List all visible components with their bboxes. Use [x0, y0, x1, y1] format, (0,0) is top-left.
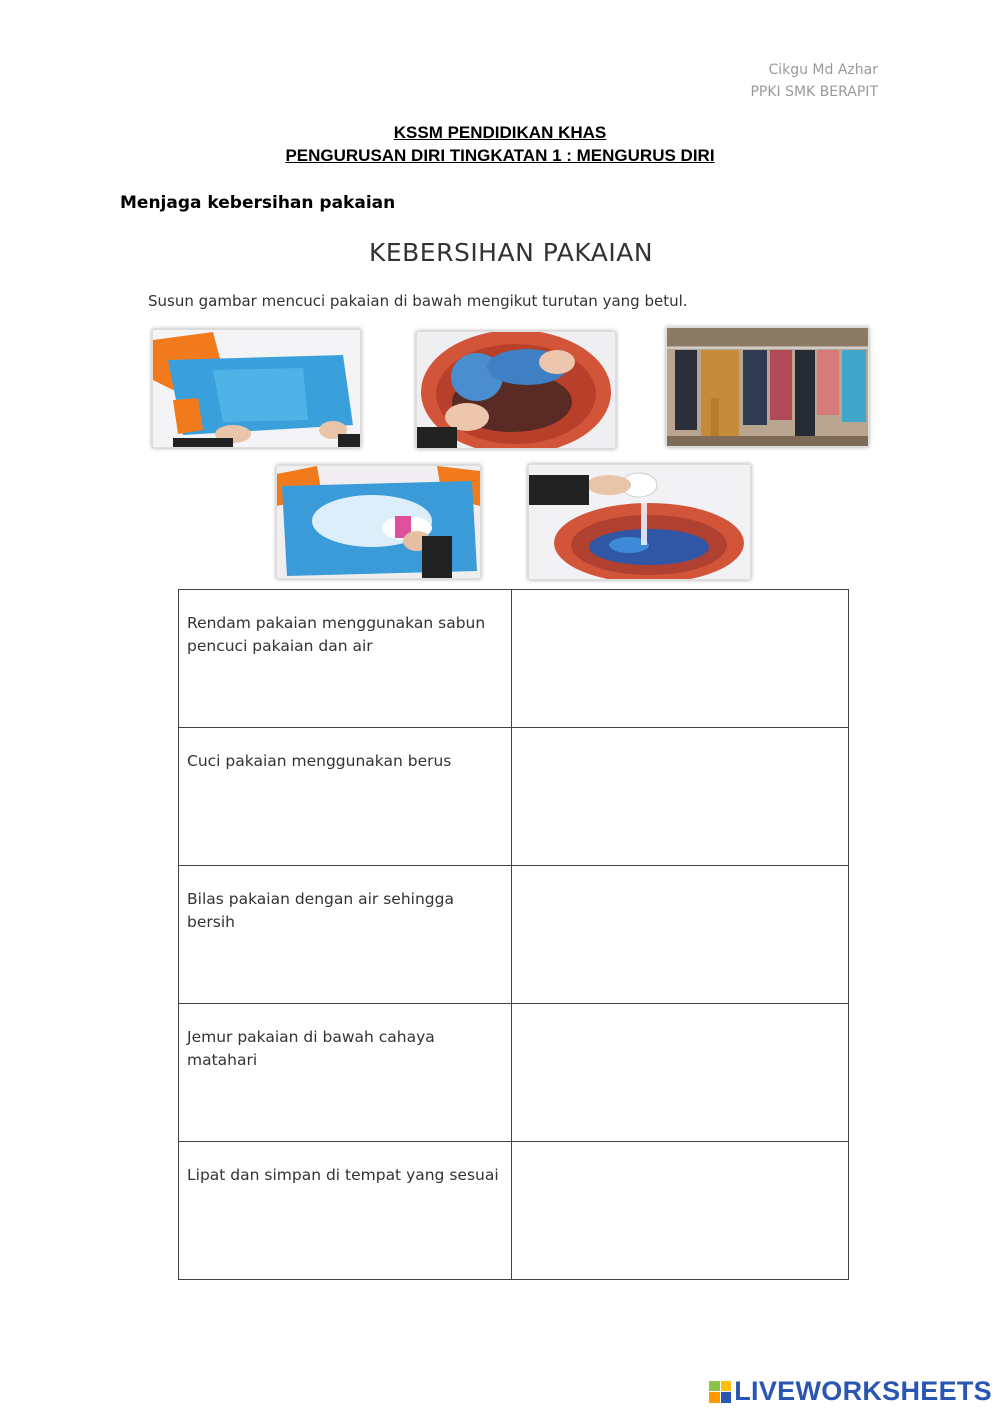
- step-label: Bilas pakaian dengan air sehingga bersih: [179, 866, 512, 1004]
- table-row: [179, 728, 849, 866]
- table-row: [179, 590, 849, 728]
- brushing-shirt-photo[interactable]: [276, 465, 481, 579]
- worksheet-title: KEBERSIHAN PAKAIAN: [368, 238, 654, 267]
- step-label: Lipat dan simpan di tempat yang sesuai: [179, 1142, 512, 1280]
- liveworksheets-logo-text: LIVEWORKSHEETS: [734, 1376, 992, 1406]
- worksheet-instruction: Susun gambar mencuci pakaian di bawah mengikut turutan yang betul.: [148, 292, 688, 310]
- step-label: Cuci pakaian menggunakan berus: [179, 728, 512, 866]
- liveworksheets-mark-icon: [709, 1381, 731, 1403]
- page-title-line1: KSSM PENDIDIKAN KHAS: [393, 123, 607, 142]
- table-row: [179, 1004, 849, 1142]
- table-row: [179, 866, 849, 1004]
- soaking-detergent-basin-photo[interactable]: [528, 464, 751, 580]
- clothes-hanging-rack-photo[interactable]: [666, 327, 869, 447]
- folding-clothes-photo[interactable]: [152, 329, 361, 448]
- table-row: [179, 1142, 849, 1280]
- page-title-line2: PENGURUSAN DIRI TINGKATAN 1 : MENGURUS DIRI: [285, 146, 715, 165]
- step-label: Jemur pakaian di bawah cahaya matahari: [179, 1004, 512, 1142]
- author-name: Cikgu Md Azhar: [768, 62, 878, 78]
- step-label: Rendam pakaian menggunakan sabun pencuci pakaian dan air: [179, 590, 512, 728]
- liveworksheets-logo[interactable]: [709, 1376, 992, 1407]
- section-subtitle: Menjaga kebersihan pakaian: [120, 193, 396, 213]
- answer-drop-zone[interactable]: [512, 590, 849, 728]
- rinsing-clothes-basin-photo[interactable]: [416, 331, 616, 449]
- author-school: PPKI SMK BERAPIT: [750, 84, 878, 100]
- steps-table: [178, 589, 849, 1280]
- answer-drop-zone[interactable]: [512, 1004, 849, 1142]
- answer-drop-zone[interactable]: [512, 728, 849, 866]
- answer-drop-zone[interactable]: [512, 866, 849, 1004]
- answer-drop-zone[interactable]: [512, 1142, 849, 1280]
